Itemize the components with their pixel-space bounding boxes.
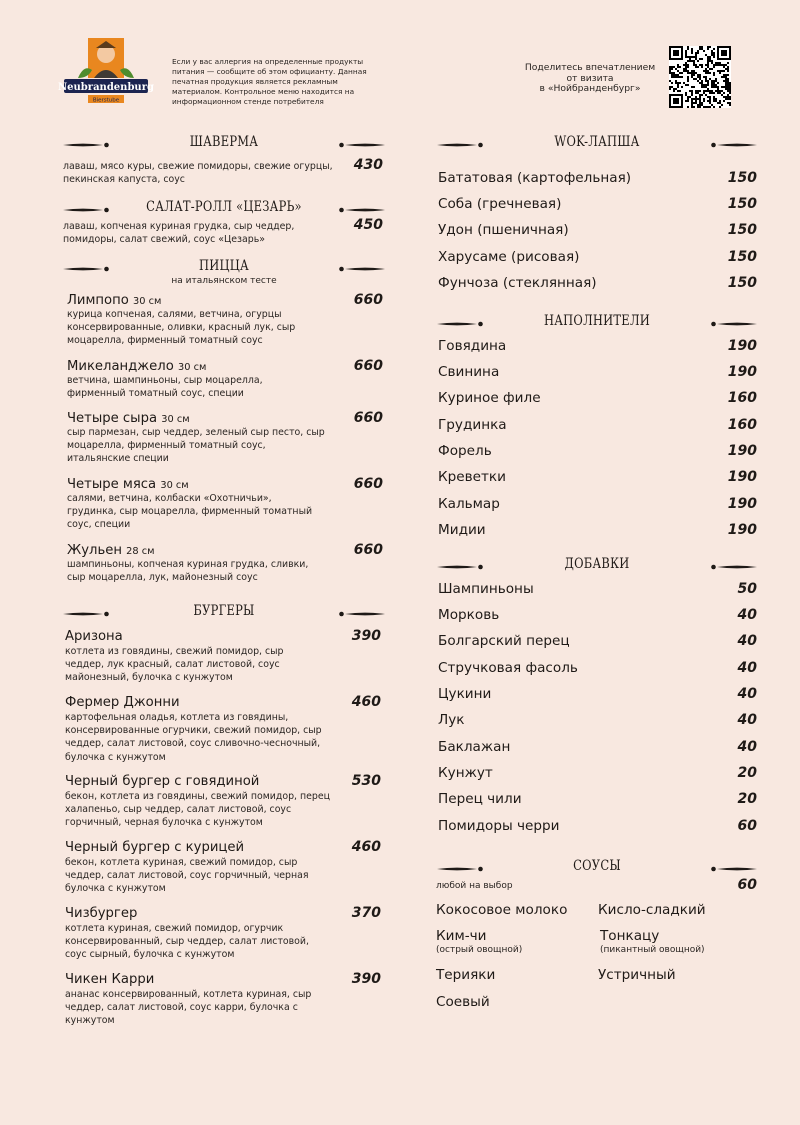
item-description: ананас консервированный, котлета куриная, сыр чеддер, салат листовой, соус карри, булочка с кунжутом — [65, 989, 312, 1027]
item-name: Свинина — [438, 364, 500, 380]
item-description: котлета из говядины, свежий помидор, сыр чеддер, лук красный, салат листовой, соус майонезный, булочка с кунжутом — [65, 646, 284, 684]
item-price: 370 — [351, 905, 381, 921]
section-header-wok — [437, 134, 757, 154]
item-name: Цукини — [438, 686, 492, 702]
item-price: 20 — [737, 791, 757, 807]
item-price: 40 — [737, 607, 757, 623]
item-price: 190 — [727, 443, 757, 459]
item-size: 28 см — [126, 546, 155, 557]
item-description: салями, ветчина, колбаски «Охотничьи», грудинка, сыр моцарелла, фирменный томатный соус, специи — [67, 493, 313, 531]
sauces-price: 60 — [737, 877, 757, 893]
item-name: Шампиньоны — [438, 581, 534, 597]
item-name: Лук — [438, 712, 465, 728]
brand-logo — [58, 38, 154, 108]
item-name: Бататовая (картофельная) — [438, 170, 632, 186]
item-size: 30 см — [133, 296, 162, 307]
item-name: Черный бургер с говядиной — [65, 774, 260, 789]
sauce-item: Кисло-сладкий — [598, 902, 706, 918]
caesar-description: лаваш, копченая куриная грудка, сыр чеддер, помидоры, салат свежий, соус «Цезарь» — [63, 221, 295, 246]
shaverma-price: 430 — [353, 157, 383, 173]
sauce-item: Ким-чи — [436, 928, 487, 944]
item-price: 390 — [351, 971, 381, 987]
section-title: ДОБАВКИ — [564, 556, 630, 572]
item-price: 150 — [727, 196, 757, 212]
section-header-fillers — [437, 313, 757, 333]
item-name: Черный бургер с курицей — [65, 840, 245, 855]
allergy-notice: Если у вас аллергия на определенные продукты питания — сообщите об этом официанту. Данная печатная продукция является рекламным материалом. Контрольное меню находится на информационном стенде потребителя — [172, 57, 367, 106]
ornament-right-icon — [711, 563, 757, 571]
logo-subtext: Bierstube — [92, 97, 120, 104]
item-price: 160 — [727, 417, 757, 433]
ornament-right-icon — [339, 265, 385, 273]
pizza-subtitle: на итальянском тесте — [171, 276, 277, 286]
item-price: 660 — [353, 476, 383, 492]
item-price: 150 — [727, 249, 757, 265]
item-description: курица копченая, салями, ветчина, огурцы консервированные, оливки, красный лук, сыр моцарелла, фирменный томатный соус — [67, 309, 296, 347]
ornament-right-icon — [711, 865, 757, 873]
item-name: Кунжут — [438, 765, 493, 781]
section-header-burgers — [63, 603, 385, 623]
item-name: Помидоры черри — [438, 818, 560, 834]
section-title: САЛАТ-РОЛЛ «ЦЕЗАРЬ» — [146, 199, 302, 215]
item-price: 60 — [737, 818, 757, 834]
ornament-right-icon — [339, 206, 385, 214]
item-name: Харусаме (рисовая) — [438, 249, 580, 265]
section-header-addons — [437, 556, 757, 576]
item-name: Баклажан — [438, 739, 511, 755]
section-header-sauces — [437, 858, 757, 878]
item-name: Болгарский перец — [438, 633, 570, 649]
item-price: 190 — [727, 338, 757, 354]
item-name: Микеланджело — [67, 359, 174, 374]
item-size: 30 см — [177, 362, 207, 373]
item-price: 660 — [353, 410, 383, 426]
sauce-note: (пикантный овощной) — [600, 945, 705, 955]
sauce-note: (острый овощной) — [436, 945, 523, 955]
item-name: Лимпопо — [67, 293, 129, 308]
item-description: ветчина, шампиньоны, сыр моцарелла, фирменный томатный соус, специи — [67, 375, 263, 400]
item-name: Чизбургер — [65, 906, 138, 921]
sauce-item: Соевый — [436, 994, 490, 1010]
shaverma-description: лаваш, мясо куры, свежие помидоры, свежие огурцы, пекинская капуста, соус — [63, 161, 333, 186]
item-price: 660 — [353, 292, 383, 308]
ornament-right-icon — [339, 141, 385, 149]
item-price: 660 — [353, 542, 383, 558]
item-price: 160 — [727, 390, 757, 406]
section-header-shaverma — [63, 134, 385, 154]
item-name: Перец чили — [438, 791, 522, 807]
item-price: 190 — [727, 364, 757, 380]
item-description: картофельная оладья, котлета из говядины, консервированные огурчики, свежий помидор, сыр чеддер, салат листовой, соус сливочно-чесночный, булочка с кунжутом — [65, 712, 322, 763]
item-name: Фунчоза (стеклянная) — [438, 275, 597, 291]
item-price: 40 — [737, 633, 757, 649]
section-title: БУРГЕРЫ — [193, 603, 255, 619]
item-name: Грудинка — [438, 417, 507, 433]
qr-code[interactable] — [669, 46, 731, 108]
item-price: 530 — [351, 773, 381, 789]
item-name: Жульен — [67, 543, 122, 558]
item-name: Морковь — [438, 607, 500, 623]
item-price: 150 — [727, 222, 757, 238]
item-price: 40 — [737, 686, 757, 702]
sauce-item: Устричный — [598, 967, 676, 983]
item-description: бекон, котлета из говядины, свежий помидор, перец халапеньо, сыр чеддер, салат листовой, соус горчичный, черная булочка с кунжутом — [65, 791, 331, 829]
item-name: Куриное филе — [438, 390, 541, 406]
item-price: 150 — [727, 170, 757, 186]
item-price: 190 — [727, 469, 757, 485]
item-price: 40 — [737, 712, 757, 728]
section-title: ПИЦЦА — [199, 258, 249, 274]
sauce-item: Терияки — [436, 967, 496, 983]
sauces-subtitle: любой на выбор — [436, 881, 513, 891]
item-name: Говядина — [438, 338, 507, 354]
item-description: сыр пармезан, сыр чеддер, зеленый сыр песто, сыр моцарелла, фирменный томатный соус, итальянские специи — [67, 427, 325, 465]
item-description: бекон, котлета куриная, свежий помидор, сыр чеддер, салат листовой, соус горчичный, черная булочка с кунжутом — [65, 857, 309, 895]
item-name: Соба (гречневая) — [438, 196, 562, 212]
item-name: Креветки — [438, 469, 506, 485]
ornament-right-icon — [711, 141, 757, 149]
sauce-item: Кокосовое молоко — [436, 902, 568, 918]
item-description: котлета куриная, свежий помидор, огурчик консервированный, сыр чеддер, салат листовой, соус сырный, булочка с кунжутом — [65, 923, 309, 961]
item-name: Стручковая фасоль — [438, 660, 578, 676]
section-header-pizza — [63, 258, 385, 278]
section-title: ШАВЕРМА — [189, 134, 259, 150]
caesar-price: 450 — [353, 217, 383, 233]
item-name: Четыре мяса — [67, 477, 157, 492]
item-name: Аризона — [65, 629, 123, 644]
item-price: 460 — [351, 839, 381, 855]
ornament-right-icon — [339, 610, 385, 618]
item-price: 460 — [351, 694, 381, 710]
item-price: 190 — [727, 522, 757, 538]
item-name: Чикен Карри — [65, 972, 155, 987]
item-name: Форель — [438, 443, 492, 459]
item-price: 390 — [351, 628, 381, 644]
item-price: 190 — [727, 496, 757, 512]
item-price: 40 — [737, 739, 757, 755]
item-name: Мидии — [438, 522, 486, 538]
item-name: Четыре сыра — [67, 411, 158, 426]
logo-text: Neubrandenburg — [58, 82, 154, 93]
item-size: 30 см — [161, 414, 190, 425]
section-title: СОУСЫ — [573, 858, 621, 874]
item-price: 20 — [737, 765, 757, 781]
item-name: Удон (пшеничная) — [438, 222, 569, 238]
item-price: 40 — [737, 660, 757, 676]
item-name: Кальмар — [438, 496, 500, 512]
share-feedback-text: Поделитесь впечатлением от визита в «Нойбранденбург» — [524, 62, 656, 94]
item-price: 50 — [737, 581, 757, 597]
section-title: WOK-ЛАПША — [554, 134, 640, 150]
section-title: НАПОЛНИТЕЛИ — [543, 313, 651, 329]
sauce-item: Тонкацу — [600, 928, 660, 944]
item-size: 30 см — [160, 480, 189, 491]
item-price: 660 — [353, 358, 383, 374]
section-header-caesar — [63, 199, 385, 219]
item-name: Фермер Джонни — [65, 695, 180, 710]
ornament-right-icon — [711, 320, 757, 328]
item-description: шампиньоны, копченая куриная грудка, сливки, сыр моцарелла, лук, майонезный соус — [67, 559, 309, 584]
item-price: 150 — [727, 275, 757, 291]
